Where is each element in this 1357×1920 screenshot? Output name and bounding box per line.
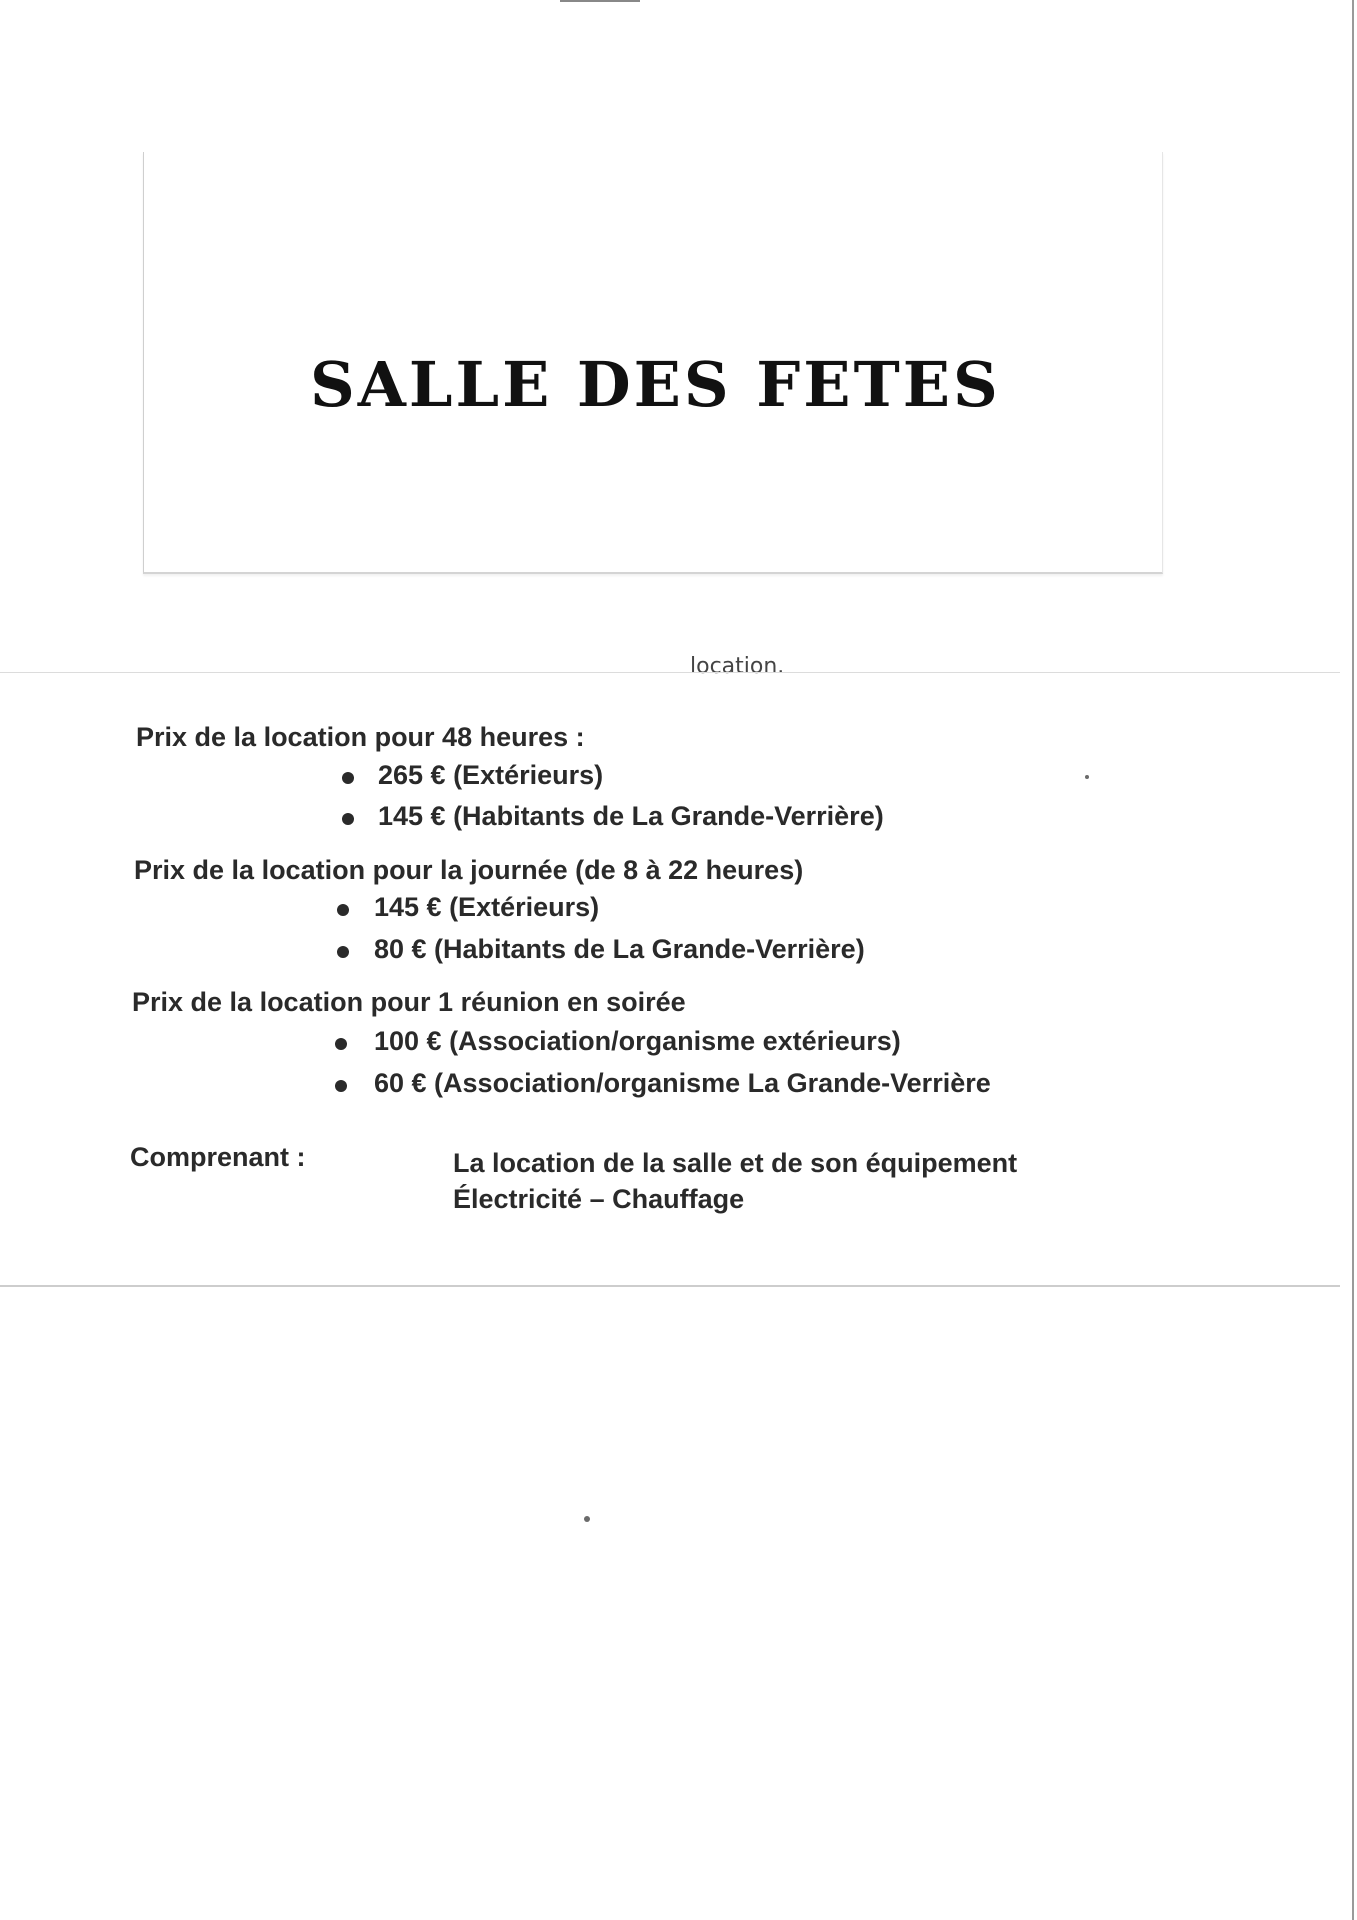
cut-off-text: location.: [690, 654, 785, 679]
section-label-day: Prix de la location pour la journée (de 8 à 22 heures): [134, 855, 804, 885]
page-title: SALLE DES FETES: [310, 348, 1001, 421]
section-label-evening: Prix de la location pour 1 réunion en soirée: [132, 987, 686, 1017]
included-line: La location de la salle et de son équipement: [453, 1148, 1018, 1178]
bullet-icon: [335, 1038, 347, 1050]
price-item: 100 € (Association/organisme extérieurs): [374, 1026, 901, 1056]
price-item: 145 € (Habitants de La Grande-Verrière): [378, 801, 884, 831]
bullet-icon: [342, 772, 354, 784]
bullet-icon: [337, 946, 349, 958]
section-label-48h: Prix de la location pour 48 heures :: [136, 722, 585, 752]
scan-speck: [584, 1516, 590, 1522]
included-line: Électricité – Chauffage: [453, 1184, 745, 1214]
scan-edge-top: [560, 0, 640, 2]
price-item: 145 € (Extérieurs): [374, 892, 600, 922]
scan-speck: [1085, 775, 1089, 779]
bullet-icon: [337, 904, 349, 916]
price-item: 60 € (Association/organisme La Grande-Verrière: [374, 1068, 991, 1098]
bullet-icon: [342, 813, 354, 825]
included-label: Comprenant :: [130, 1142, 306, 1172]
price-item: 80 € (Habitants de La Grande-Verrière): [374, 934, 865, 964]
scan-edge-right: [1352, 0, 1354, 1920]
bullet-icon: [335, 1080, 347, 1092]
price-item: 265 € (Extérieurs): [378, 760, 604, 790]
